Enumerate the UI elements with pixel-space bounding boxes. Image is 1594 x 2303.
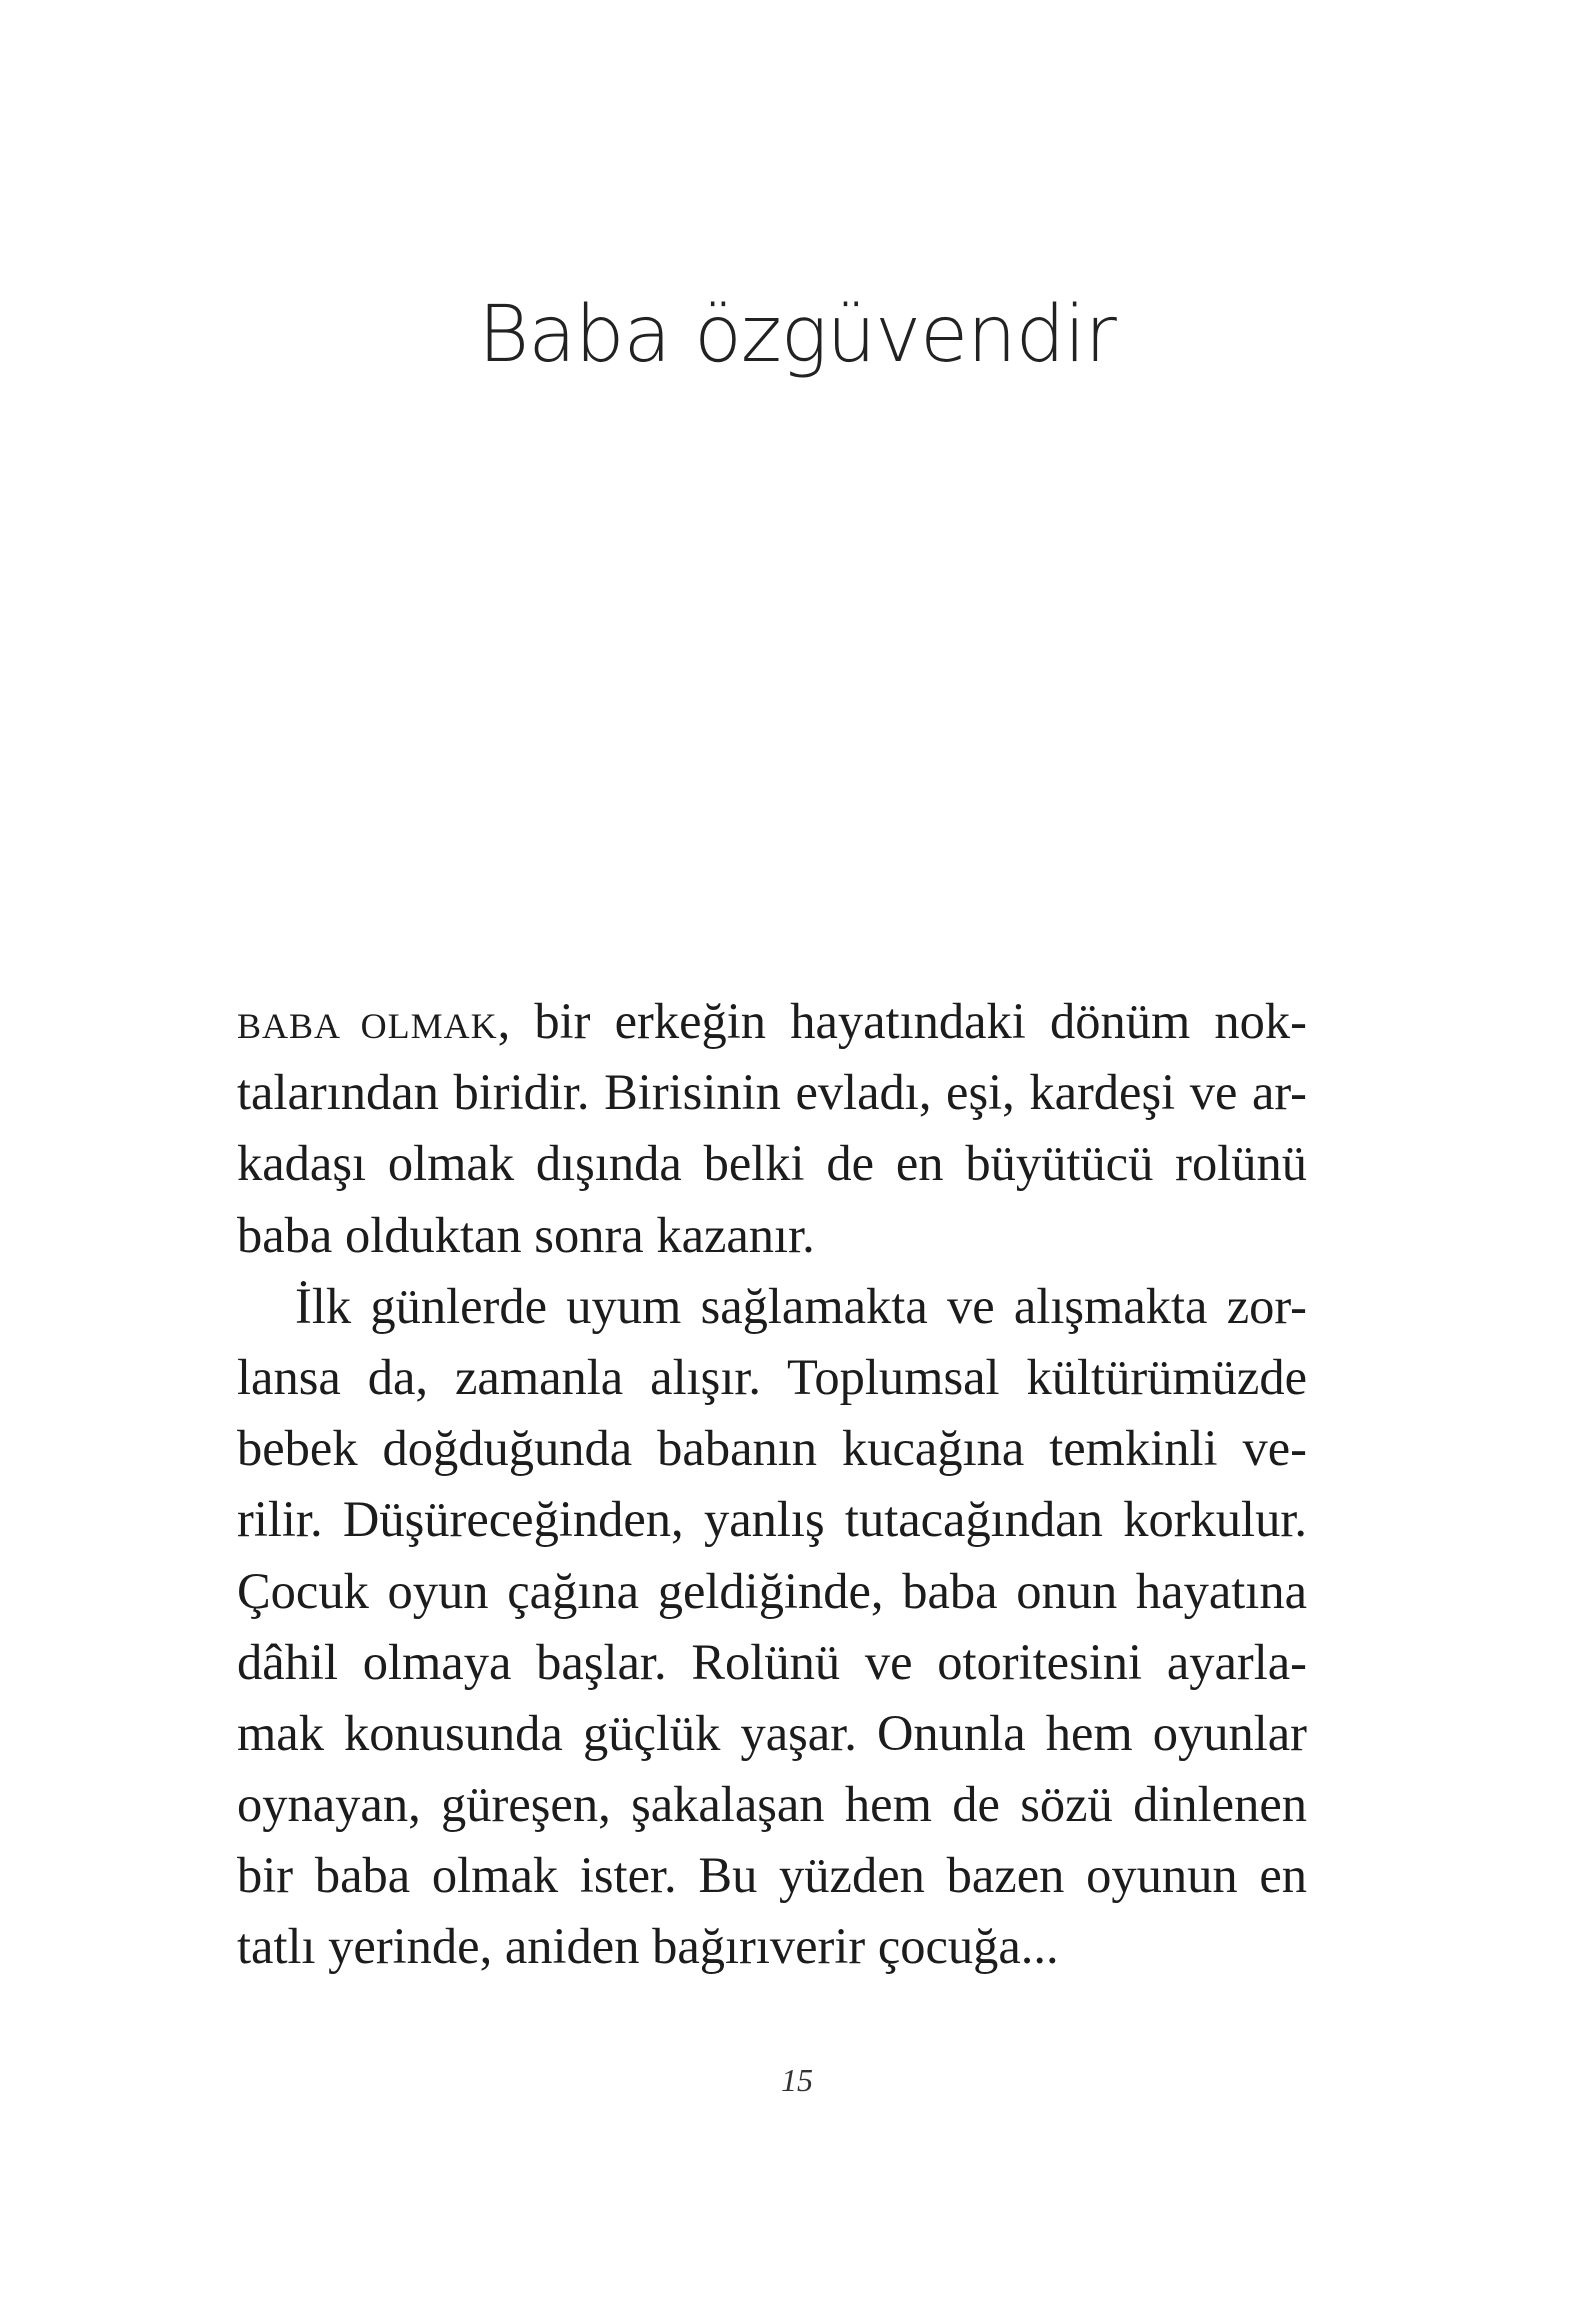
text-line: tatlı yerinde, aniden bağırıverir çocuğa... [237,1918,1059,1975]
body-text [237,986,1307,1983]
text-line: baba olduktan sonra kazanır. [237,1206,815,1263]
small-caps-lead-in: BABA OLMAK [237,1006,498,1046]
text-line: talarından biridir. Birisinin evladı, eşi, kardeşi ve ar- [237,1064,1307,1121]
text-line: oynayan, güreşen, şakalaşan hem de sözü dinlenen [237,1776,1307,1833]
text-line: dâhil olmaya başlar. Rolünü ve otoritesini ayarla- [237,1633,1307,1690]
text-line: bir baba olmak ister. Bu yüzden bazen oyunun en [237,1847,1307,1904]
paragraph-1-line-1 [237,986,1307,1057]
text-line: lansa da, zamanla alışır. Toplumsal kültürümüzde [237,1348,1307,1405]
text-line: Çocuk oyun çağına geldiğinde, baba onun hayatına [237,1562,1307,1619]
chapter-title: Baba özgüvendir [478,290,1116,380]
page-number: 15 [781,2062,813,2098]
text-line: kadaşı olmak dışında belki de en büyütücü rolünü [237,1135,1307,1192]
text-line: mak konusunda güçlük yaşar. Onunla hem oyunlar [237,1704,1307,1761]
text-line: rilir. Düşüreceğinden, yanlış tutacağından korkulur. [237,1491,1307,1548]
text-line: İlk günlerde uyum sağlamakta ve alışmakta zor- [295,1277,1307,1334]
text-line: , bir erkeğin hayatındaki dönüm nok- [497,993,1307,1049]
text-line: bebek doğduğunda babanın kucağına temkinli ve- [237,1420,1307,1477]
